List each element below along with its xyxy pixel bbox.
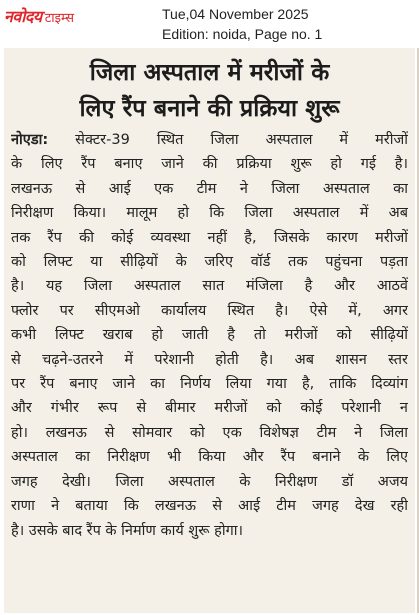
body-line: [11, 128, 408, 152]
body-line: और गंभीर रूप से बीमार मरीजों को कोई परेशानी न: [11, 400, 408, 417]
body-line: है। उसके बाद रैंप के निर्माण कार्य शुरू होगा।: [11, 522, 243, 539]
dateline: नोएडा:: [11, 132, 49, 148]
body-line: तक रैंप की कोई व्यवस्था नहीं है, जिसके कारण मरीजों: [11, 229, 408, 246]
headline-line: जिला अस्पताल में मरीजों के: [89, 58, 330, 86]
edition-info: [162, 4, 322, 44]
body-line: के लिए रैंप बनाए जाने की प्रक्रिया शुरू हो गई है।: [11, 156, 408, 173]
headline-line: लिए रैंप बनाने की प्रक्रिया शुरू: [79, 94, 340, 122]
body-line-text: सेक्टर-39 स्थित जिला अस्पताल में मरीजों: [48, 132, 408, 148]
article-headline: [4, 48, 415, 126]
body-line: को लिफ्ट या सीढ़ियों के जरिए वॉर्ड तक पहुंचना पड़ता: [11, 254, 408, 271]
body-line: है। यह जिला अस्पताल सात मंजिला है और आठवें: [11, 278, 408, 295]
body-line: जगह देखी। जिला अस्पताल के निरीक्षण डॉ अजय: [11, 473, 408, 490]
body-line: पर रैंप बनाए जाने का निर्णय लिया गया है, ताकि दिव्यांग: [11, 376, 408, 393]
article-body: [4, 126, 415, 543]
edition-page: Edition: noida, Page no. 1: [162, 26, 323, 42]
publication-date: Tue,04 November 2025: [162, 6, 309, 22]
body-line: राणा ने बताया कि लखनऊ से आई टीम जगह देख रही: [11, 498, 408, 515]
body-line: लखनऊ से आई एक टीम ने जिला अस्पताल का: [11, 180, 408, 197]
body-line: अस्पताल का निरीक्षण भी किया और रैंप बनाने के लिए: [11, 449, 408, 466]
masthead: [0, 0, 419, 46]
newspaper-logo: [4, 5, 74, 27]
body-line: हो। लखनऊ से सोमवार को एक विशेषज्ञ टीम ने जिला: [11, 424, 408, 441]
body-line: से चढ़ने-उतरने में परेशानी होती है। अब शासन स्तर: [11, 351, 408, 368]
body-line: कभी लिफ्ट खराब हो जाती है तो मरीजों को सीढ़ियों: [11, 327, 408, 344]
body-line: फ्लोर पर सीएमओ कार्यालय स्थित है। ऐसे में, अगर: [11, 302, 408, 319]
logo-sub-text: टाइम्स: [44, 11, 75, 26]
body-line: निरीक्षण किया। मालूम हो कि जिला अस्पताल में अब: [11, 205, 408, 222]
article-clipping: [4, 48, 415, 613]
logo-main-text: नवोदय: [4, 7, 42, 26]
